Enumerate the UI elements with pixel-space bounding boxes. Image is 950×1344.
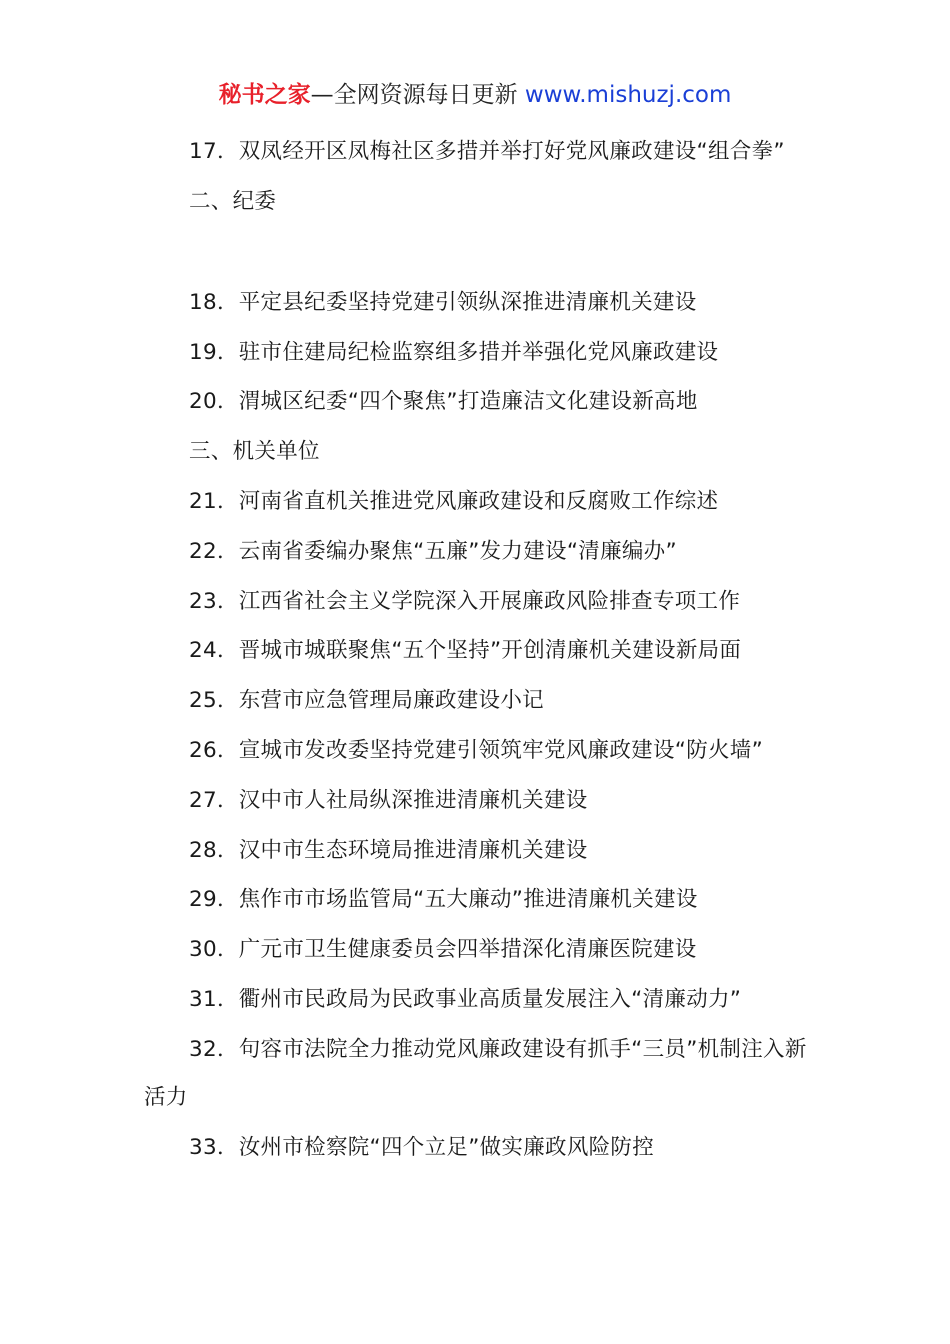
- list-item: 21．河南省直机关推进党风廉政建设和反腐败工作综述: [189, 488, 719, 514]
- header-tagline: —全网资源每日更新: [310, 82, 525, 108]
- list-item: 24．晋城市城联聚焦“五个坚持”开创清廉机关建设新局面: [189, 638, 742, 664]
- list-item: 31．衢州市民政局为民政事业高质量发展注入“清廉动力”: [189, 986, 742, 1012]
- list-item: 26．宣城市发改委坚持党建引领筑牢党风廉政建设“防火墙”: [189, 737, 764, 763]
- list-item: 22．云南省委编办聚焦“五廉”发力建设“清廉编办”: [189, 538, 677, 564]
- list-item: 17．双凤经开区凤梅社区多措并举打好党风廉政建设“组合拳”: [189, 139, 785, 164]
- section-heading-jiguan: 三、机关单位: [189, 439, 320, 465]
- list-item: 30．广元市卫生健康委员会四举措深化清廉医院建设: [189, 937, 697, 963]
- brand-name: 秘书之家: [218, 82, 311, 108]
- site-url-link[interactable]: www.mishuzj.com: [524, 82, 732, 108]
- list-item: 23．江西省社会主义学院深入开展廉政风险排查专项工作: [189, 588, 741, 614]
- list-item: 25．东营市应急管理局廉政建设小记: [189, 688, 544, 714]
- list-item: 32．句容市法院全力推动党风廉政建设有抓手“三员”机制注入新活力: [144, 1036, 807, 1110]
- section-heading-jiwei: 二、纪委: [189, 188, 277, 214]
- list-item: 18．平定县纪委坚持党建引领纵深推进清廉机关建设: [189, 289, 697, 315]
- list-item: 29．焦作市市场监管局“五大廉动”推进清廉机关建设: [189, 887, 698, 913]
- list-item: 28．汉中市生态环境局推进清廉机关建设: [189, 837, 588, 863]
- site-header: [0, 78, 950, 112]
- list-item: 27．汉中市人社局纵深推进清廉机关建设: [189, 787, 588, 813]
- list-item: 19．驻市住建局纪检监察组多措并举强化党风廉政建设: [189, 339, 719, 365]
- document-body: [144, 128, 814, 1173]
- list-item: 20．渭城区纪委“四个聚焦”打造廉洁文化建设新高地: [189, 389, 698, 415]
- list-item: 33．汝州市检察院“四个立足”做实廉政风险防控: [189, 1134, 655, 1160]
